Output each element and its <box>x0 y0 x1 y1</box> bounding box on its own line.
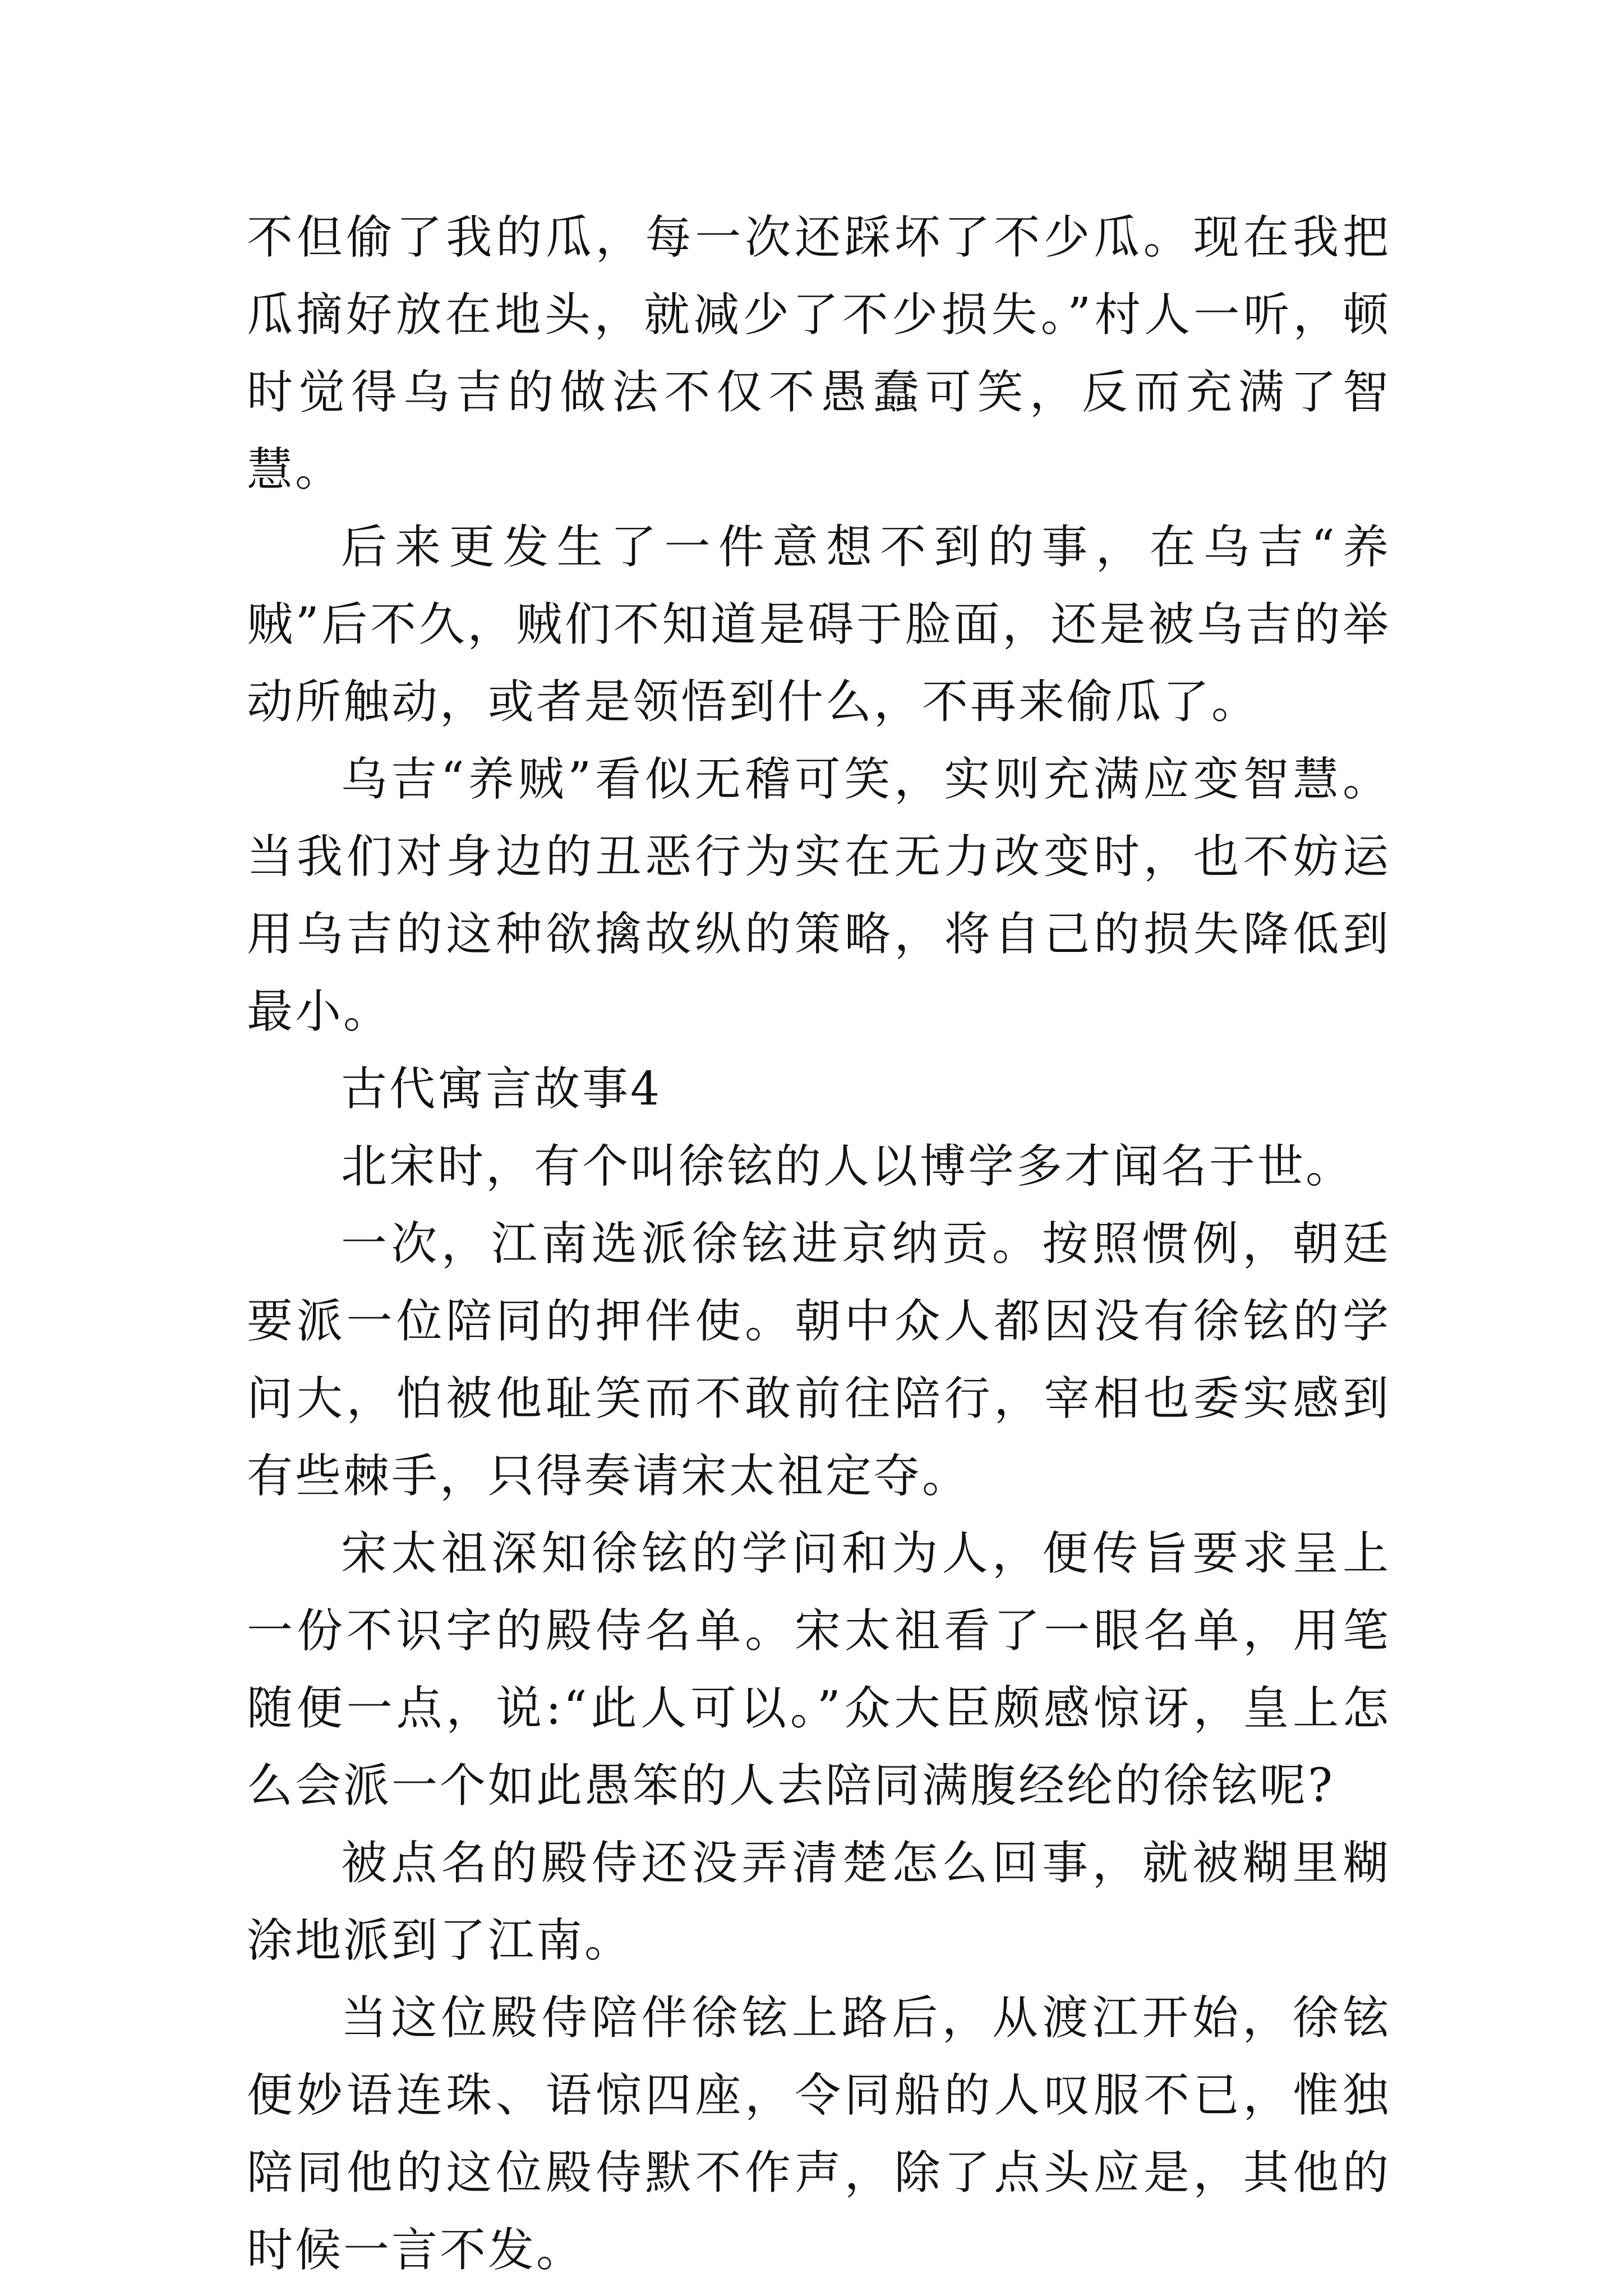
paragraph-8: 被点名的殿侍还没弄清楚怎么回事，就被糊里糊涂地派到了江南。 <box>247 1837 1391 1967</box>
paragraph-7: 宋太祖深知徐铉的学问和为人，便传旨要求呈上一份不识字的殿侍名单。宋太祖看了一眼名单，用笔随便一点，说:“此人可以。”众大臣颇感惊讶，皇上怎么会派一个如此愚笨的人去陪同满腹经纶的徐铉呢? <box>247 1527 1391 1812</box>
paragraph-6: 一次，江南选派徐铉进京纳贡。按照惯例，朝廷要派一位陪同的押伴使。朝中众人都因没有徐铉的学问大，怕被他耻笑而不敢前往陪行，宰相也委实感到有些棘手，只得奏请宋太祖定夺。 <box>247 1217 1391 1503</box>
document-body <box>247 199 1391 2289</box>
paragraph-9: 当这位殿侍陪伴徐铉上路后，从渡江开始，徐铉便妙语连珠、语惊四座，令同船的人叹服不已，惟独陪同他的这位殿侍默不作声，除了点头应是，其他的时候一言不发。 <box>247 1991 1391 2277</box>
paragraph-2: 后来更发生了一件意想不到的事，在乌吉“养贼”后不久，贼们不知道是碍于脸面，还是被乌吉的举动所触动，或者是领悟到什么，不再来偷瓜了。 <box>247 521 1391 729</box>
section-heading: 古代寓言故事4 <box>341 1062 662 1116</box>
paragraph-3: 乌吉“养贼”看似无稽可笑，实则充满应变智慧。当我们对身边的丑恶行为实在无力改变时，也不妨运用乌吉的这种欲擒故纵的策略，将自己的损失降低到最小。 <box>247 753 1391 1038</box>
paragraph-5: 北宋时，有个叫徐铉的人以博学多才闻名于世。 <box>341 1140 1354 1193</box>
paragraph-1: 不但偷了我的瓜，每一次还踩坏了不少瓜。现在我把瓜摘好放在地头，就减少了不少损失。”村人一听，顿时觉得乌吉的做法不仅不愚蠢可笑，反而充满了智慧。 <box>247 211 1391 496</box>
